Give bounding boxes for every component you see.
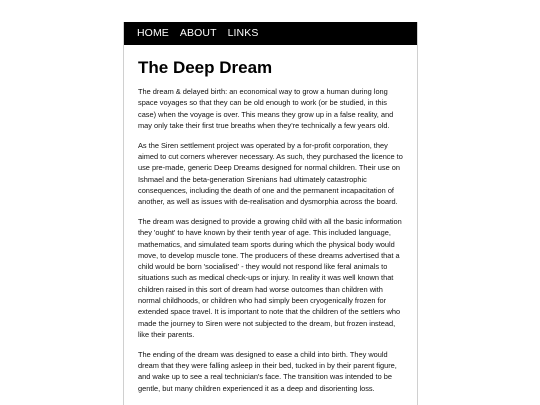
nav-link-home[interactable]: HOME: [137, 27, 169, 39]
nav-link-about[interactable]: ABOUT: [179, 27, 217, 39]
top-nav-bar: [124, 22, 417, 45]
article-paragraph-3: The dream was designed to provide a growing child with all the basic information they 'ought' to have known by their tenth year of age. This included language, mathematics, and simulated team sports during which the physical body would move, to develop muscle tone. The producers of these dreams advertised that a child would be born 'socialised' - they would not respond like feral animals to situations such as medical check-ups or injury. In reality it was well known that children raised in this sort of dream had worse outcomes than children with normal childhoods, or children who had simply been cryogenically frozen for extended space travel. It is important to note that the children of the settlers who made the journey to Siren were not subjected to the dream, but frozen instead, like their parents.: [138, 216, 402, 339]
article-paragraph-4: The ending of the dream was designed to ease a child into birth. They would dream that they were falling asleep in their bed, tucked in by their parent figure, and wake up to see a real technician's face. The transition was intended to be gentle, but many children experienced it as a deep and disorienting loss.: [138, 349, 397, 393]
page-title: The Deep Dream: [138, 58, 273, 77]
nav-link-links[interactable]: LINKS: [227, 27, 259, 39]
page-container: [123, 22, 418, 405]
article-paragraph-1: The dream & delayed birth: an economical way to grow a human during long space voyages so that they can be old enough to work (or be studied, in this case) when the voyage is over. This means they grow up in a false reality, and may only take their first true breaths when they're technically a few years old.: [138, 87, 394, 130]
article-paragraph-2: As the Siren settlement project was operated by a for-profit corporation, they aimed to cut corners wherever necessary. As such, they purchased the licence to use pre-made, generic Deep Dreams designed for normal children. Their use on Ishmael and the beta-generation Sirenians had ultimately catastrophic consequences, including the death of one and the permanent incapacitation of another, as well as issues with de-realisation and dysmorphia across the board.: [138, 140, 403, 207]
article-content: [124, 45, 417, 394]
